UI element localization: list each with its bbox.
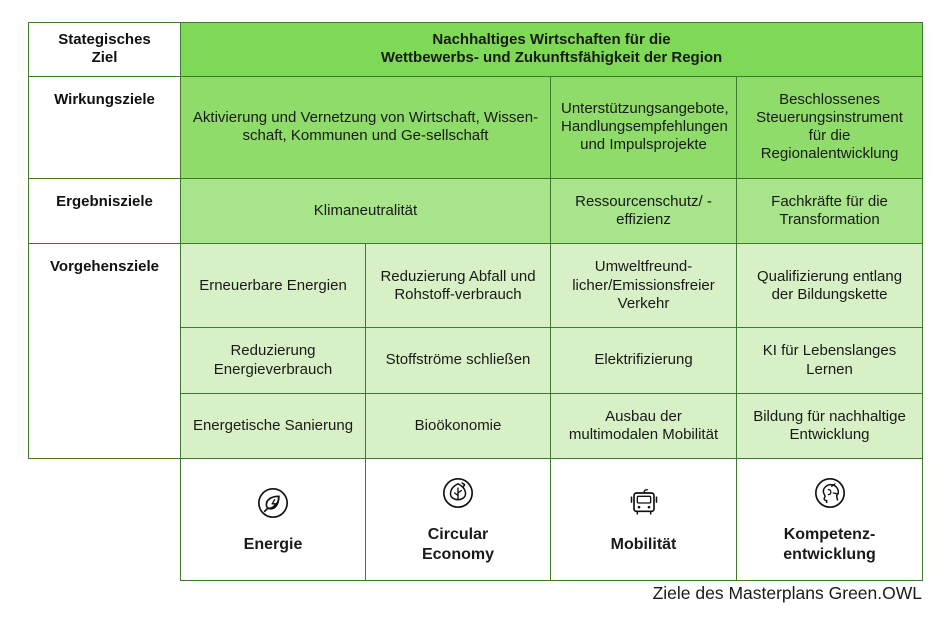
row-label-strategic: [29, 23, 181, 77]
goals-matrix-diagram: [28, 22, 922, 581]
cell-wirkung-2: Unterstützungsangebote, Handlungsempfehlungen und Impulsprojekte: [551, 76, 737, 178]
cell-ergebnis-1: Klimaneutralität: [181, 178, 551, 244]
icon-cell-mobilitaet: [551, 459, 737, 580]
head-competence-icon: [810, 473, 850, 513]
cell-vorgehen-1-3: Umweltfreund-licher/Emissionsfreier Verkehr: [551, 244, 737, 328]
table-row-vorgehen-1: [29, 244, 923, 328]
row-label-strategic-line2: Ziel: [91, 49, 118, 67]
row-label-wirkung: Wirkungsziele: [29, 76, 181, 178]
cell-vorgehen-1-4: Qualifizierung entlang der Bildungskette: [737, 244, 923, 328]
icon-cell-kompetenzentwicklung: [737, 459, 923, 580]
icon-label-circular-economy: [422, 525, 494, 563]
cell-vorgehen-2-2: Stoffströme schließen: [366, 328, 551, 394]
cell-vorgehen-3-2: Bioökonomie: [366, 393, 551, 459]
row-label-vorgehen: Vorgehensziele: [29, 244, 181, 459]
cell-vorgehen-1-2: Reduzierung Abfall und Rohstoff-verbrauch: [366, 244, 551, 328]
table-row-wirkung: [29, 76, 923, 178]
cell-ergebnis-3: Fachkräfte für die Transformation: [737, 178, 923, 244]
diagram-caption: Ziele des Masterplans Green.OWL: [652, 583, 922, 603]
leaf-energy-icon: [253, 483, 293, 523]
cell-vorgehen-3-3: Ausbau der multimodalen Mobilität: [551, 393, 737, 459]
cell-strategic-goal-line2: Wettbewerbs- und Zukunftsfähigkeit der Region: [380, 49, 723, 67]
cell-vorgehen-2-4: KI für Lebenslanges Lernen: [737, 328, 923, 394]
goals-table: [28, 22, 923, 581]
table-row-strategic: [29, 23, 923, 77]
row-label-strategic-line1: Stategisches: [58, 31, 151, 48]
cell-wirkung-3: Beschlossenes Steuerungsinstrument für die Regionalentwicklung: [737, 76, 923, 178]
cell-vorgehen-2-3: Elektrifizierung: [551, 328, 737, 394]
icon-label-kompetenzentwicklung: [783, 525, 875, 563]
cell-vorgehen-2-1: Reduzierung Energieverbrauch: [181, 328, 366, 394]
cell-wirkung-1: Aktivierung und Vernetzung von Wirtschaft, Wissen-schaft, Kommunen und Ge-sellschaft: [181, 76, 551, 178]
cell-vorgehen-1-1: Erneuerbare Energien: [181, 244, 366, 328]
row-label-ergebnis: Ergebnisziele: [29, 178, 181, 244]
icon-label-mobilitaet: Mobilität: [610, 536, 677, 554]
cell-strategic-goal: [181, 23, 923, 77]
icon-label-kompetenz-line1: Kompetenz-: [783, 526, 876, 544]
icon-label-circular-economy-line2: Economy: [421, 545, 494, 563]
icon-label-energie: Energie: [243, 536, 303, 554]
cell-vorgehen-3-1: Energetische Sanierung: [181, 393, 366, 459]
circular-economy-icon: [438, 473, 478, 513]
bus-mobility-icon: [624, 483, 664, 523]
table-row-ergebnis: [29, 178, 923, 244]
table-row-icons: [29, 459, 923, 580]
row-label-icons-empty: [29, 459, 181, 580]
icon-cell-circular-economy: [366, 459, 551, 580]
cell-ergebnis-2: Ressourcenschutz/ -effizienz: [551, 178, 737, 244]
icon-label-circular-economy-line1: Circular: [427, 526, 489, 544]
cell-strategic-goal-line1: Nachhaltiges Wirtschaften für die: [432, 31, 671, 48]
icon-label-kompetenz-line2: entwicklung: [783, 545, 876, 563]
cell-vorgehen-3-4: Bildung für nachhaltige Entwicklung: [737, 393, 923, 459]
icon-cell-energie: [181, 459, 366, 580]
